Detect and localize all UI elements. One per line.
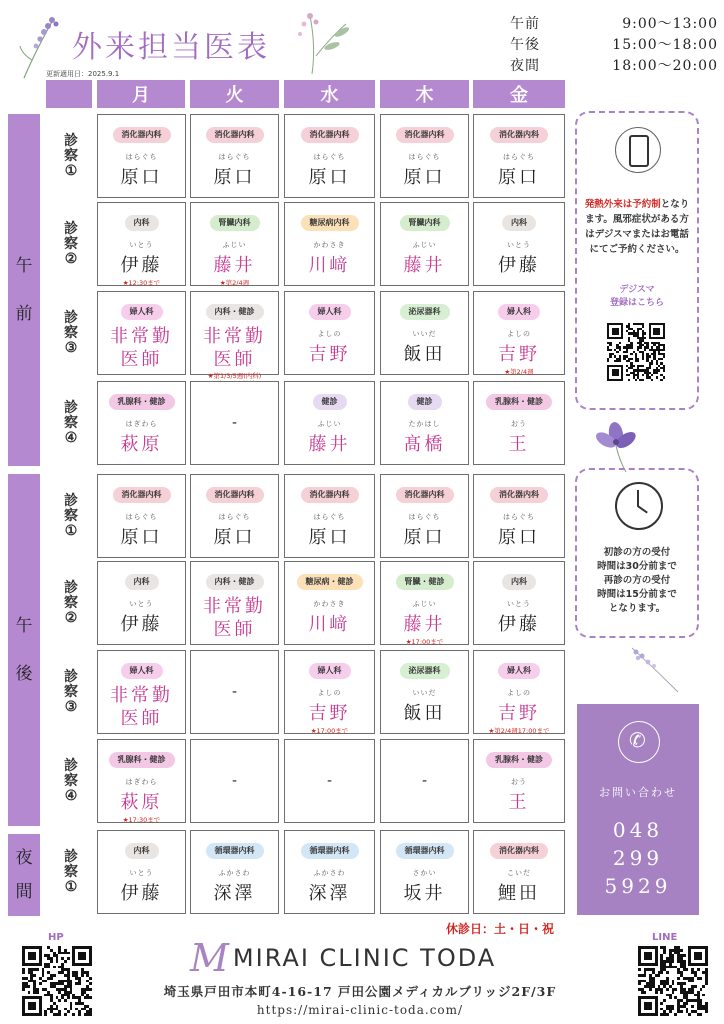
name-reading: はらぐち <box>503 513 535 521</box>
slot-char: 察 <box>64 683 78 700</box>
day-header-thu: 木 <box>380 80 469 108</box>
day-header-mon: 月 <box>97 80 185 108</box>
department-badge: 内科・健診 <box>206 304 264 320</box>
flower-decoration-icon <box>592 418 642 472</box>
slot-char: 察 <box>64 324 78 341</box>
schedule-note: ★12:30まで <box>122 279 161 287</box>
fever-info-highlight: 発熱外来は予約制 <box>584 199 661 210</box>
slot-label <box>48 114 94 198</box>
department-badge: 泌尿器科 <box>400 304 450 320</box>
phone-number-part[interactable]: 048 <box>612 818 664 842</box>
name-reading: はぎわら <box>125 420 158 428</box>
department-badge: 消化器内科 <box>113 487 171 503</box>
department-badge: 消化器内科 <box>396 487 454 503</box>
phone-number-part[interactable]: 5929 <box>604 874 672 898</box>
name-reading: おう <box>511 778 527 786</box>
name-reading: はらぐち <box>125 153 158 161</box>
name-reading: はらぐち <box>408 513 441 521</box>
updated-date: 更新適用日：2025.9.1 <box>46 70 120 78</box>
department-badge: 婦人科 <box>121 663 163 679</box>
reception-info-box <box>575 468 699 638</box>
slot-char: 察 <box>64 147 78 164</box>
name-reading: いとう <box>507 600 531 608</box>
clock-icon <box>615 482 663 530</box>
name-reading: ふかさわ <box>218 869 251 877</box>
department-badge: 婦人科 <box>121 304 163 320</box>
hours-time: 15:00～18:00 <box>612 36 718 53</box>
doctor-name: 非常勤 <box>110 685 173 706</box>
slot-char: 診 <box>64 492 78 509</box>
department-badge: 消化器内科 <box>301 127 359 143</box>
doctor-name: 吉野 <box>308 344 351 365</box>
doctor-name: 伊藤 <box>120 883 163 904</box>
doctor-name: 飯田 <box>403 703 446 724</box>
slot-char: ④ <box>64 787 78 804</box>
slot-char: 察 <box>64 772 78 789</box>
name-reading: はらぐち <box>313 513 346 521</box>
schedule-cell <box>380 291 469 375</box>
doctor-name: 萩原 <box>120 434 163 455</box>
doctor-name: 医師 <box>120 708 163 729</box>
department-badge: 乳腺科・健診 <box>109 394 175 410</box>
period-char: 午 <box>15 616 33 636</box>
hours-label: 夜間 <box>510 57 540 74</box>
slot-char: ③ <box>64 698 78 715</box>
doctor-name: 吉野 <box>308 703 351 724</box>
hours-row <box>510 54 718 75</box>
doctor-name: 吉野 <box>498 344 540 365</box>
slot-char: ③ <box>64 339 78 356</box>
department-badge: 婦人科 <box>309 304 351 320</box>
lavender-decoration-icon <box>626 640 682 696</box>
schedule-cell <box>380 114 469 198</box>
doctor-name: 医師 <box>213 619 256 640</box>
slot-char: ① <box>64 162 78 179</box>
name-reading: たかはし <box>408 420 441 428</box>
logo-mark: M <box>190 936 229 980</box>
name-reading: いとう <box>129 241 154 249</box>
name-reading: はらぐち <box>503 153 535 161</box>
department-badge: 内科 <box>502 574 536 590</box>
slot-char: 診 <box>64 132 78 149</box>
empty-dash: - <box>326 773 333 789</box>
digisma-line1: デジスマ <box>619 285 655 295</box>
day-header-tue: 火 <box>190 80 279 108</box>
slot-char: 診 <box>64 579 78 596</box>
slot-char: 察 <box>64 414 78 431</box>
department-badge: 消化器内科 <box>396 127 454 143</box>
doctor-name: 原口 <box>308 167 351 188</box>
schedule-cell <box>190 830 279 914</box>
schedule-cell <box>190 114 279 198</box>
fever-info-text <box>581 197 693 257</box>
doctor-name: 伊藤 <box>120 614 163 635</box>
period-night <box>8 834 40 916</box>
slot-char: 察 <box>64 507 78 524</box>
name-reading: ふじい <box>412 241 437 249</box>
phone-number-part[interactable]: 299 <box>612 846 664 870</box>
doctor-name: 吉野 <box>498 703 540 724</box>
line-label: LINE <box>652 932 678 943</box>
department-badge: 健診 <box>313 394 347 410</box>
department-badge: 内科 <box>125 574 159 590</box>
name-reading: はらぐち <box>408 153 441 161</box>
schedule-cell <box>473 381 565 465</box>
schedule-cell <box>97 739 186 823</box>
department-badge: 乳腺科・健診 <box>109 752 175 768</box>
schedule-cell <box>380 381 469 465</box>
schedule-cell <box>284 830 375 914</box>
slot-char: ② <box>64 250 78 267</box>
contact-label: お問い合わせ <box>599 786 677 799</box>
doctor-name: 川﨑 <box>308 614 351 635</box>
period-char: 後 <box>15 664 33 684</box>
doctor-name: 藤井 <box>213 255 256 276</box>
name-reading: おう <box>511 420 527 428</box>
schedule-cell <box>284 650 375 734</box>
name-reading: ふじい <box>412 600 437 608</box>
doctor-name: 川﨑 <box>308 255 351 276</box>
doctor-name: 原口 <box>403 167 446 188</box>
schedule-cell <box>473 474 565 558</box>
slot-label <box>48 561 94 645</box>
schedule-cell <box>473 561 565 645</box>
clinic-logo <box>190 938 496 978</box>
schedule-cell <box>473 830 565 914</box>
department-badge: 腎臓内科 <box>210 215 260 231</box>
day-header-fri: 金 <box>473 80 565 108</box>
department-badge: 循環器内科 <box>301 843 359 859</box>
name-reading: いとう <box>507 241 531 249</box>
doctor-name: 藤井 <box>403 255 446 276</box>
schedule-cell <box>284 381 375 465</box>
closed-days: 休診日：土・日・祝 <box>446 922 555 936</box>
hours-label: 午後 <box>510 36 540 53</box>
department-badge: 健診 <box>408 394 442 410</box>
schedule-cell <box>97 202 186 286</box>
schedule-note: ★17:30まで <box>122 816 161 824</box>
hours-row <box>510 33 718 54</box>
schedule-note: ★第2/4週17:00まで <box>488 727 550 735</box>
name-reading: よしの <box>507 689 531 697</box>
period-char: 午 <box>15 256 33 276</box>
name-reading: はらぐち <box>218 513 251 521</box>
slot-char: 診 <box>64 848 78 865</box>
empty-dash: - <box>231 415 238 431</box>
hp-label: HP <box>48 932 64 943</box>
schedule-note: ★第2/4週 <box>219 279 250 287</box>
doctor-name: 原口 <box>213 527 256 548</box>
header-corner <box>46 80 92 108</box>
doctor-name: 王 <box>508 434 530 455</box>
schedule-cell <box>380 561 469 645</box>
fever-info-rest: となります。風邪症状がある方はデジスマまたはお電話にてご予約ください。 <box>585 199 690 255</box>
doctor-name: 非常勤 <box>203 326 266 347</box>
doctor-name: 伊藤 <box>120 255 163 276</box>
period-afternoon <box>8 474 40 826</box>
slot-char: ① <box>64 878 78 895</box>
digisma-line2: 登録はこちら <box>609 298 664 308</box>
doctor-name: 原口 <box>213 167 256 188</box>
department-badge: 消化器内科 <box>113 127 171 143</box>
department-badge: 内科・健診 <box>206 574 264 590</box>
reception-line: 初診の方の受付 <box>603 547 671 558</box>
schedule-cell <box>284 291 375 375</box>
name-reading: はらぐち <box>313 153 346 161</box>
department-badge: 消化器内科 <box>301 487 359 503</box>
doctor-name: 医師 <box>213 349 256 370</box>
department-badge: 消化器内科 <box>490 127 548 143</box>
doctor-name: 深澤 <box>213 883 256 904</box>
schedule-cell <box>190 474 279 558</box>
schedule-cell <box>473 739 565 823</box>
schedule-note: ★17:00まで <box>405 638 444 646</box>
name-reading: いとう <box>129 869 154 877</box>
slot-char: 察 <box>64 594 78 611</box>
department-badge: 婦人科 <box>309 663 351 679</box>
page-title: 外来担当医表 <box>72 30 270 65</box>
department-badge: 内科 <box>125 215 159 231</box>
slot-char: 診 <box>64 757 78 774</box>
name-reading: よしの <box>317 330 342 338</box>
period-char: 夜 <box>15 848 33 868</box>
doctor-name: 原口 <box>403 527 446 548</box>
schedule-cell <box>190 202 279 286</box>
schedule-cell <box>190 739 279 823</box>
slot-label <box>48 202 94 286</box>
department-badge: 腎臓内科 <box>400 215 450 231</box>
slot-char: 察 <box>64 235 78 252</box>
schedule-cell <box>97 650 186 734</box>
department-badge: 婦人科 <box>498 304 540 320</box>
doctor-name: 藤井 <box>308 434 351 455</box>
doctor-name: 坂井 <box>403 883 446 904</box>
doctor-name: 伊藤 <box>498 614 540 635</box>
schedule-cell <box>380 202 469 286</box>
name-reading: よしの <box>507 330 531 338</box>
hours-table <box>510 12 718 75</box>
schedule-cell <box>473 291 565 375</box>
slot-char: 診 <box>64 668 78 685</box>
slot-label <box>48 650 94 734</box>
doctor-name: 王 <box>508 792 530 813</box>
schedule-cell <box>284 739 375 823</box>
doctor-name: 萩原 <box>120 792 163 813</box>
doctor-name: 医師 <box>120 349 163 370</box>
schedule-cell <box>190 561 279 645</box>
slot-char: ④ <box>64 429 78 446</box>
empty-dash: - <box>231 773 238 789</box>
slot-char: 診 <box>64 399 78 416</box>
schedule-cell <box>380 830 469 914</box>
doctor-name: 深澤 <box>308 883 351 904</box>
schedule-cell <box>97 561 186 645</box>
empty-dash: - <box>421 773 428 789</box>
schedule-cell <box>97 474 186 558</box>
slot-label <box>48 739 94 823</box>
doctor-name: 非常勤 <box>110 326 173 347</box>
doctor-name: 原口 <box>308 527 351 548</box>
slot-label <box>48 474 94 558</box>
slot-char: 診 <box>64 220 78 237</box>
name-reading: はらぐち <box>125 513 158 521</box>
day-header-wed: 水 <box>284 80 375 108</box>
schedule-note: ★17:00まで <box>310 727 349 735</box>
name-reading: かわさき <box>313 241 346 249</box>
reception-line: 時間は15分前まで <box>597 589 677 600</box>
name-reading: はらぐち <box>218 153 251 161</box>
hours-label: 午前 <box>510 15 540 32</box>
schedule-cell <box>97 291 186 375</box>
name-reading: ふかさわ <box>313 869 346 877</box>
schedule-cell <box>473 650 565 734</box>
doctor-name: 原口 <box>120 167 163 188</box>
period-char: 前 <box>15 304 33 324</box>
reception-line: となります。 <box>608 603 666 614</box>
name-reading: こいだ <box>507 869 531 877</box>
schedule-cell <box>190 650 279 734</box>
schedule-cell <box>190 381 279 465</box>
hours-time: 9:00～13:00 <box>622 15 718 32</box>
schedule-cell <box>473 202 565 286</box>
hours-time: 18:00～20:00 <box>612 57 718 74</box>
flower-decoration-icon <box>282 6 366 76</box>
name-reading: いいだ <box>412 330 437 338</box>
schedule-cell <box>284 561 375 645</box>
name-reading: いとう <box>129 600 154 608</box>
department-badge: 乳腺科・健診 <box>486 394 552 410</box>
schedule-cell <box>284 202 375 286</box>
doctor-name: 鯉田 <box>498 883 540 904</box>
doctor-name: 非常勤 <box>203 596 266 617</box>
contact-box <box>577 704 699 915</box>
digisma-label <box>581 284 693 310</box>
department-badge: 内科 <box>502 215 536 231</box>
doctor-name: 髙橋 <box>403 434 446 455</box>
department-badge: 内科 <box>125 843 159 859</box>
name-reading: かわさき <box>313 600 346 608</box>
department-badge: 糖尿病・健診 <box>297 574 363 590</box>
schedule-cell <box>473 114 565 198</box>
schedule-note: ★第1/3/5週(内科) <box>207 372 262 380</box>
name-reading: さかい <box>412 869 437 877</box>
department-badge: 婦人科 <box>498 663 540 679</box>
name-reading: いいだ <box>412 689 437 697</box>
schedule-cell <box>380 650 469 734</box>
address: 埼玉県戸田市本町4-16-17 戸田公園メディカルブリッジ2F/3F <box>163 984 557 999</box>
slot-char: ② <box>64 609 78 626</box>
doctor-name: 伊藤 <box>498 255 540 276</box>
schedule-cell <box>380 474 469 558</box>
slot-label <box>48 291 94 375</box>
department-badge: 乳腺科・健診 <box>486 752 552 768</box>
smartphone-icon <box>615 127 661 173</box>
name-reading: はぎわら <box>125 778 158 786</box>
schedule-cell <box>284 114 375 198</box>
department-badge: 消化器内科 <box>206 127 264 143</box>
department-badge: 消化器内科 <box>490 487 548 503</box>
schedule-cell <box>190 291 279 380</box>
website-link[interactable]: https://mirai-clinic-toda.com/ <box>256 1003 464 1017</box>
fever-info-box <box>575 111 699 410</box>
schedule-cell <box>97 114 186 198</box>
schedule-cell <box>284 474 375 558</box>
department-badge: 糖尿病内科 <box>301 215 359 231</box>
slot-label <box>48 830 94 914</box>
period-morning <box>8 114 40 466</box>
department-badge: 腎臓・健診 <box>396 574 454 590</box>
digisma-qr-code[interactable] <box>607 323 665 381</box>
name-reading: ふじい <box>317 420 342 428</box>
slot-char: 診 <box>64 309 78 326</box>
reception-info-text <box>581 546 693 616</box>
slot-char: ① <box>64 522 78 539</box>
department-badge: 消化器内科 <box>490 843 548 859</box>
doctor-name: 原口 <box>120 527 163 548</box>
reception-line: 再診の方の受付 <box>603 575 671 586</box>
schedule-cell <box>380 739 469 823</box>
department-badge: 消化器内科 <box>206 487 264 503</box>
schedule-note: ★第2/4週 <box>504 368 534 376</box>
homepage-qr-code[interactable] <box>22 946 92 1016</box>
doctor-name: 藤井 <box>403 614 446 635</box>
slot-label <box>48 381 94 465</box>
department-badge: 循環器内科 <box>396 843 454 859</box>
department-badge: 循環器内科 <box>206 843 264 859</box>
doctor-name: 原口 <box>498 527 540 548</box>
name-reading: ふじい <box>222 241 247 249</box>
empty-dash: - <box>231 684 238 700</box>
name-reading: よしの <box>317 689 342 697</box>
slot-char: 察 <box>64 863 78 880</box>
period-char: 間 <box>15 882 33 902</box>
department-badge: 泌尿器科 <box>400 663 450 679</box>
logo-text: MIRAI CLINIC TODA <box>232 944 497 972</box>
line-qr-code[interactable] <box>638 946 708 1016</box>
schedule-cell <box>97 830 186 914</box>
reception-line: 時間は30分前まで <box>597 561 677 572</box>
schedule-cell <box>97 381 186 465</box>
doctor-name: 飯田 <box>403 344 446 365</box>
doctor-name: 原口 <box>498 167 540 188</box>
phone-icon: ✆ <box>618 721 660 763</box>
hours-row <box>510 12 718 33</box>
